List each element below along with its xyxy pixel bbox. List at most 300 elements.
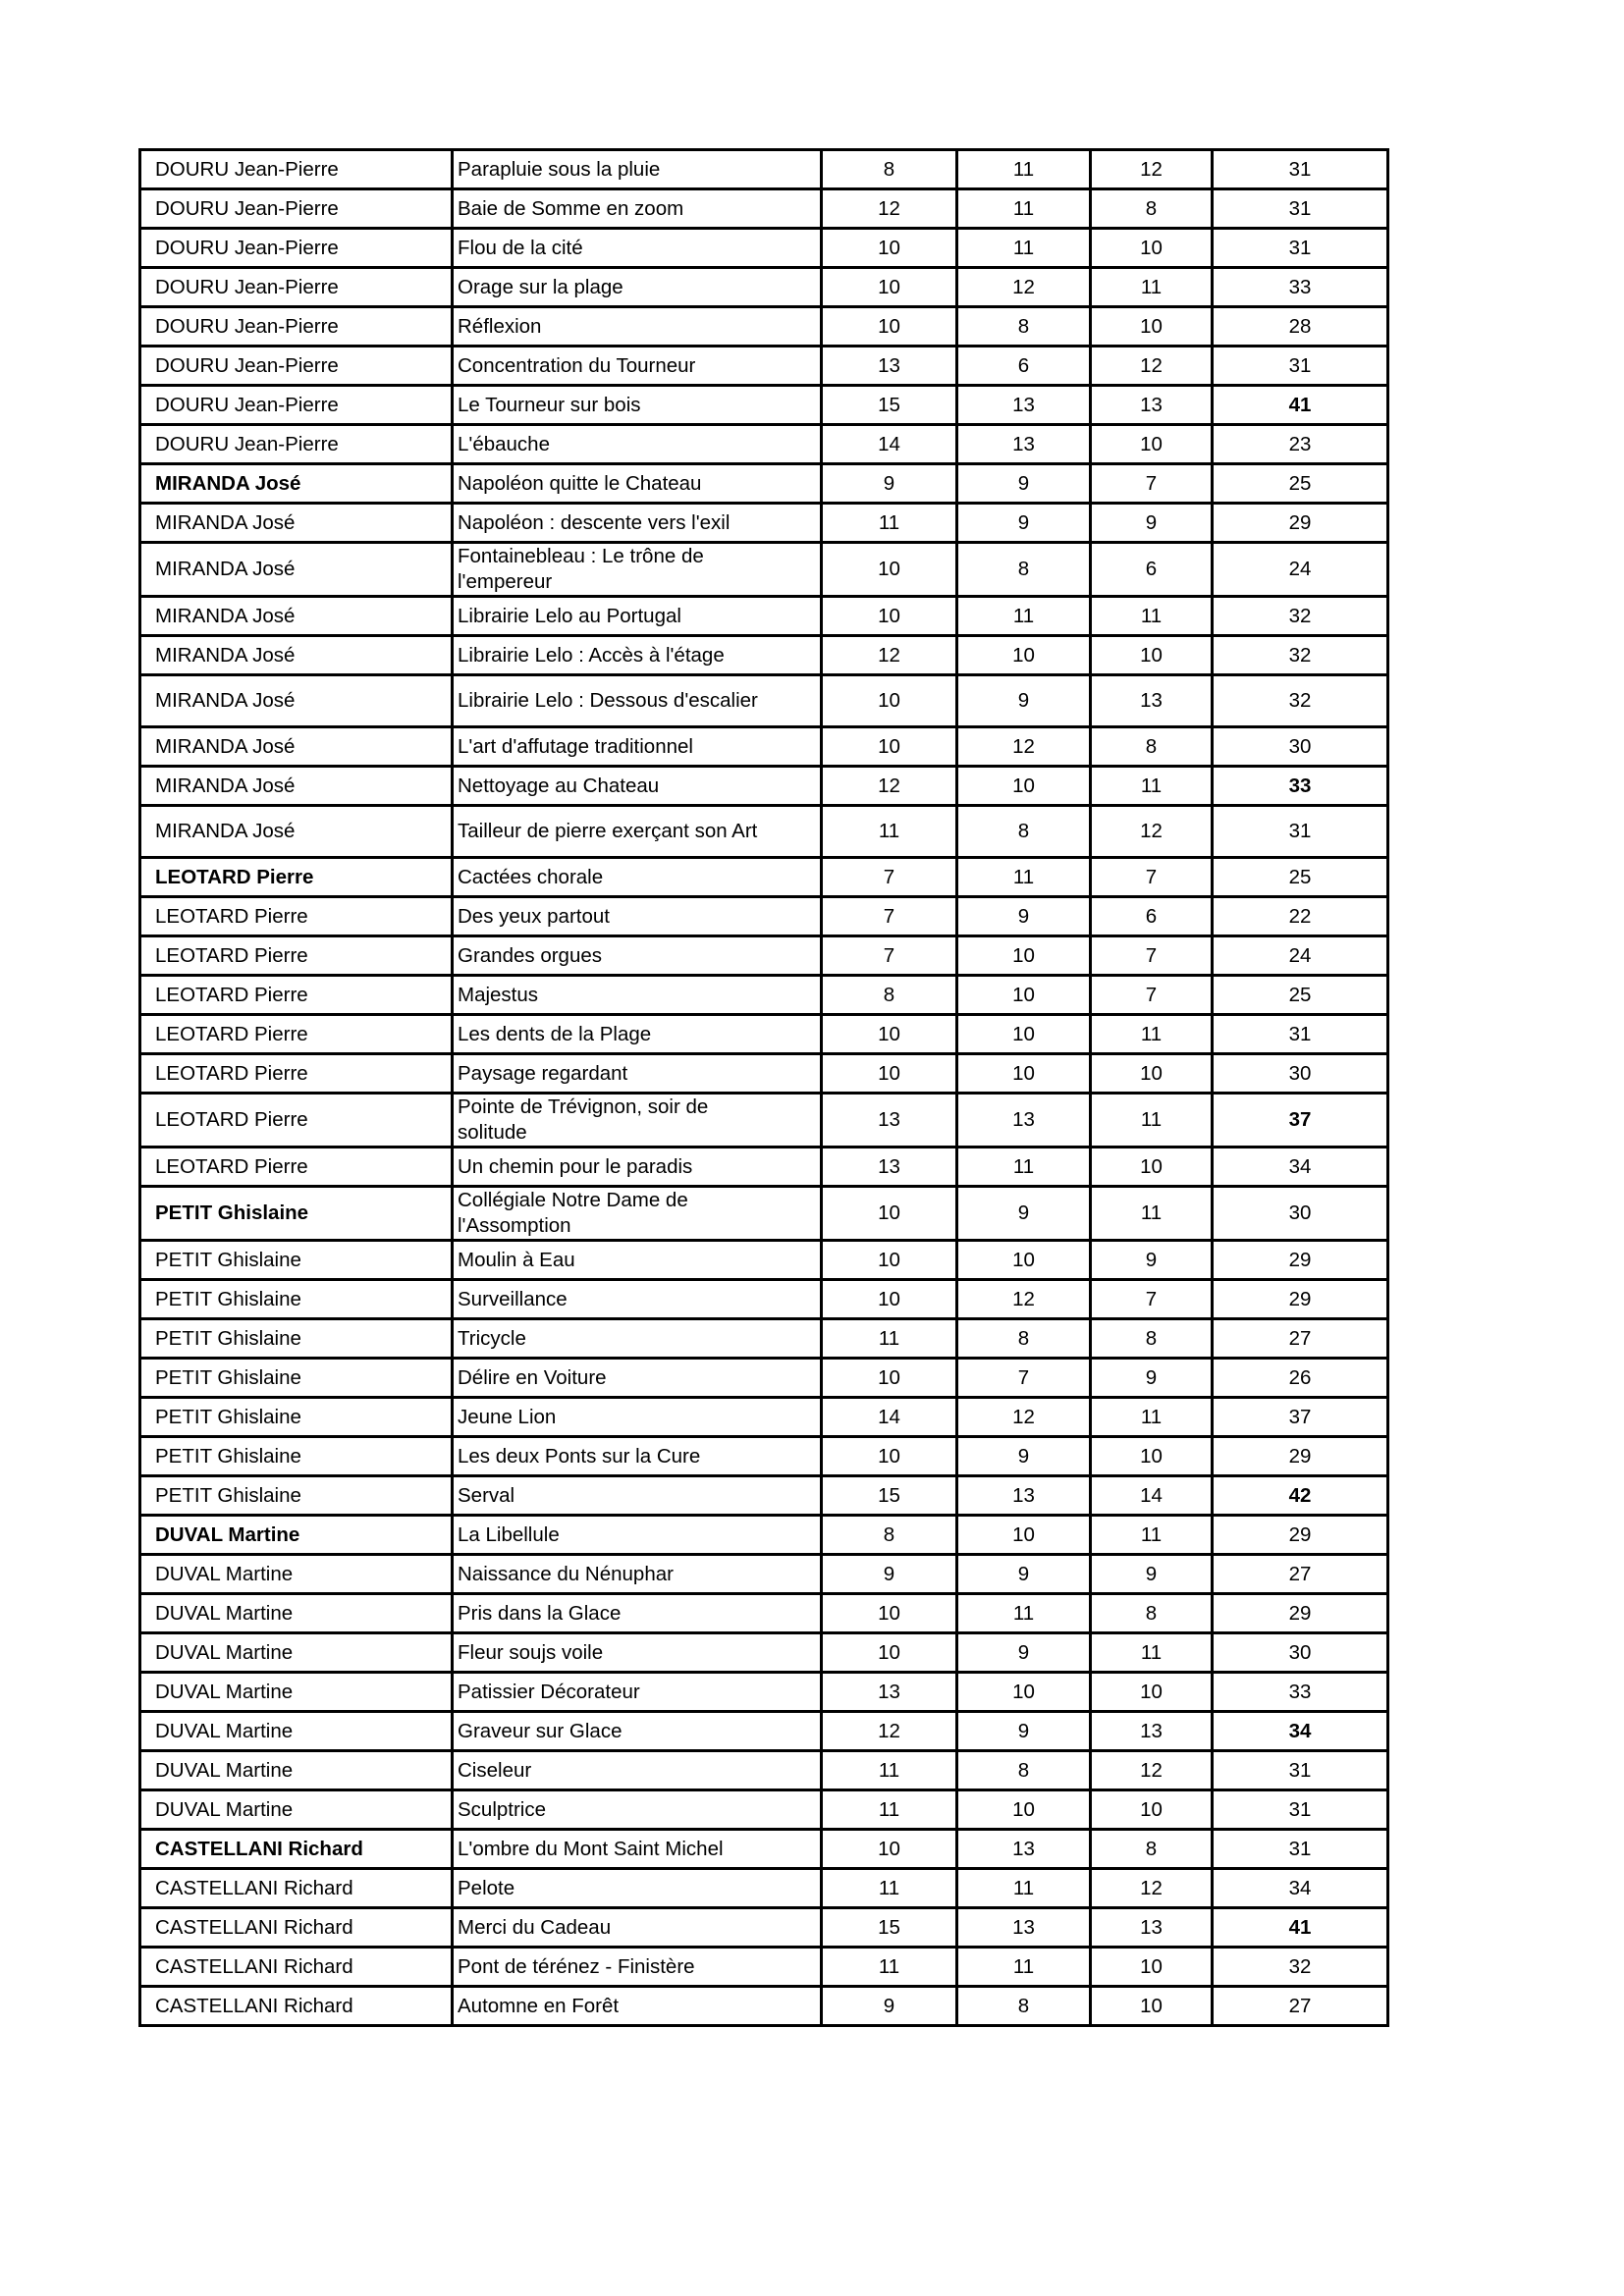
- title-cell: Surveillance: [453, 1280, 822, 1319]
- title-cell: Majestus: [453, 976, 822, 1015]
- score-3-cell: 7: [1091, 976, 1213, 1015]
- score-1-cell: 15: [822, 386, 957, 425]
- score-1-cell: 13: [822, 1094, 957, 1148]
- score-1-cell: 8: [822, 976, 957, 1015]
- table-row: [140, 1987, 1388, 2026]
- score-3-cell: 10: [1091, 1148, 1213, 1187]
- title-cell: Les dents de la Plage: [453, 1015, 822, 1054]
- score-3-cell: 12: [1091, 1751, 1213, 1790]
- author-cell: DOURU Jean-Pierre: [140, 386, 453, 425]
- total-cell: 29: [1213, 1594, 1388, 1633]
- score-1-cell: 8: [822, 150, 957, 189]
- score-1-cell: 12: [822, 1712, 957, 1751]
- score-3-cell: 7: [1091, 936, 1213, 976]
- total-cell: 34: [1213, 1712, 1388, 1751]
- author-cell: DUVAL Martine: [140, 1790, 453, 1830]
- table-row: [140, 229, 1388, 268]
- author-cell: LEOTARD Pierre: [140, 1054, 453, 1094]
- title-cell: Tailleur de pierre exerçant son Art: [453, 806, 822, 858]
- title-cell: Baie de Somme en zoom: [453, 189, 822, 229]
- table-row: [140, 1148, 1388, 1187]
- total-cell: 31: [1213, 806, 1388, 858]
- score-3-cell: 11: [1091, 1187, 1213, 1241]
- score-3-cell: 10: [1091, 229, 1213, 268]
- score-1-cell: 9: [822, 1555, 957, 1594]
- score-1-cell: 11: [822, 1751, 957, 1790]
- title-cell: Merci du Cadeau: [453, 1908, 822, 1948]
- total-cell: 33: [1213, 767, 1388, 806]
- score-1-cell: 11: [822, 806, 957, 858]
- table-row: [140, 1241, 1388, 1280]
- title-cell: Nettoyage au Chateau: [453, 767, 822, 806]
- total-cell: 30: [1213, 1187, 1388, 1241]
- table-row: [140, 1712, 1388, 1751]
- title-cell: Pointe de Trévignon, soir de solitude: [453, 1094, 822, 1148]
- score-3-cell: 11: [1091, 597, 1213, 636]
- total-cell: 28: [1213, 307, 1388, 347]
- score-3-cell: 12: [1091, 1869, 1213, 1908]
- total-cell: 22: [1213, 897, 1388, 936]
- title-cell: Un chemin pour le paradis: [453, 1148, 822, 1187]
- score-2-cell: 10: [957, 936, 1091, 976]
- score-3-cell: 10: [1091, 1437, 1213, 1476]
- score-2-cell: 11: [957, 597, 1091, 636]
- total-cell: 27: [1213, 1319, 1388, 1359]
- score-2-cell: 10: [957, 1054, 1091, 1094]
- score-1-cell: 7: [822, 936, 957, 976]
- score-3-cell: 10: [1091, 425, 1213, 464]
- total-cell: 25: [1213, 464, 1388, 504]
- title-cell: L'art d'affutage traditionnel: [453, 727, 822, 767]
- score-2-cell: 13: [957, 1476, 1091, 1516]
- score-3-cell: 9: [1091, 1241, 1213, 1280]
- total-cell: 33: [1213, 268, 1388, 307]
- author-cell: CASTELLANI Richard: [140, 1830, 453, 1869]
- score-2-cell: 11: [957, 1148, 1091, 1187]
- score-2-cell: 13: [957, 1908, 1091, 1948]
- title-cell: L'ombre du Mont Saint Michel: [453, 1830, 822, 1869]
- score-1-cell: 10: [822, 1359, 957, 1398]
- score-3-cell: 11: [1091, 268, 1213, 307]
- total-cell: 25: [1213, 858, 1388, 897]
- total-cell: 32: [1213, 1948, 1388, 1987]
- score-1-cell: 12: [822, 767, 957, 806]
- total-cell: 29: [1213, 1241, 1388, 1280]
- score-3-cell: 10: [1091, 636, 1213, 675]
- title-cell: Patissier Décorateur: [453, 1673, 822, 1712]
- score-2-cell: 11: [957, 150, 1091, 189]
- table-row: [140, 268, 1388, 307]
- score-2-cell: 10: [957, 1790, 1091, 1830]
- author-cell: MIRANDA José: [140, 597, 453, 636]
- author-cell: MIRANDA José: [140, 727, 453, 767]
- score-1-cell: 10: [822, 675, 957, 727]
- table-row: [140, 1359, 1388, 1398]
- author-cell: DUVAL Martine: [140, 1555, 453, 1594]
- score-3-cell: 13: [1091, 675, 1213, 727]
- score-2-cell: 13: [957, 425, 1091, 464]
- total-cell: 23: [1213, 425, 1388, 464]
- score-3-cell: 9: [1091, 504, 1213, 543]
- score-1-cell: 10: [822, 727, 957, 767]
- score-2-cell: 11: [957, 1948, 1091, 1987]
- score-2-cell: 8: [957, 1319, 1091, 1359]
- author-cell: LEOTARD Pierre: [140, 858, 453, 897]
- table-row: [140, 936, 1388, 976]
- total-cell: 25: [1213, 976, 1388, 1015]
- score-2-cell: 11: [957, 858, 1091, 897]
- score-2-cell: 8: [957, 307, 1091, 347]
- total-cell: 27: [1213, 1987, 1388, 2026]
- title-cell: Librairie Lelo au Portugal: [453, 597, 822, 636]
- score-2-cell: 8: [957, 1987, 1091, 2026]
- title-cell: Moulin à Eau: [453, 1241, 822, 1280]
- score-3-cell: 10: [1091, 1948, 1213, 1987]
- total-cell: 29: [1213, 1437, 1388, 1476]
- author-cell: DOURU Jean-Pierre: [140, 189, 453, 229]
- total-cell: 41: [1213, 1908, 1388, 1948]
- score-2-cell: 9: [957, 1712, 1091, 1751]
- scores-table-body: [140, 150, 1388, 2026]
- title-cell: La Libellule: [453, 1516, 822, 1555]
- total-cell: 29: [1213, 504, 1388, 543]
- author-cell: MIRANDA José: [140, 767, 453, 806]
- table-row: [140, 1476, 1388, 1516]
- score-1-cell: 10: [822, 1054, 957, 1094]
- score-2-cell: 11: [957, 229, 1091, 268]
- total-cell: 41: [1213, 386, 1388, 425]
- author-cell: PETIT Ghislaine: [140, 1280, 453, 1319]
- title-cell: Pris dans la Glace: [453, 1594, 822, 1633]
- total-cell: 31: [1213, 189, 1388, 229]
- total-cell: 37: [1213, 1398, 1388, 1437]
- score-1-cell: 11: [822, 1790, 957, 1830]
- title-cell: Ciseleur: [453, 1751, 822, 1790]
- total-cell: 24: [1213, 543, 1388, 597]
- score-3-cell: 11: [1091, 1633, 1213, 1673]
- score-1-cell: 10: [822, 1830, 957, 1869]
- author-cell: DUVAL Martine: [140, 1594, 453, 1633]
- table-row: [140, 858, 1388, 897]
- total-cell: 31: [1213, 1830, 1388, 1869]
- score-3-cell: 8: [1091, 1594, 1213, 1633]
- table-row: [140, 425, 1388, 464]
- score-2-cell: 9: [957, 464, 1091, 504]
- author-cell: LEOTARD Pierre: [140, 1094, 453, 1148]
- table-row: [140, 597, 1388, 636]
- score-2-cell: 13: [957, 1830, 1091, 1869]
- score-3-cell: 9: [1091, 1359, 1213, 1398]
- author-cell: DOURU Jean-Pierre: [140, 150, 453, 189]
- score-1-cell: 15: [822, 1908, 957, 1948]
- total-cell: 31: [1213, 150, 1388, 189]
- score-1-cell: 9: [822, 464, 957, 504]
- score-2-cell: 7: [957, 1359, 1091, 1398]
- table-row: [140, 1094, 1388, 1148]
- score-1-cell: 10: [822, 307, 957, 347]
- score-3-cell: 11: [1091, 1398, 1213, 1437]
- author-cell: MIRANDA José: [140, 543, 453, 597]
- table-row: [140, 386, 1388, 425]
- score-3-cell: 13: [1091, 386, 1213, 425]
- table-row: [140, 636, 1388, 675]
- score-1-cell: 12: [822, 636, 957, 675]
- score-2-cell: 10: [957, 1673, 1091, 1712]
- score-3-cell: 11: [1091, 1094, 1213, 1148]
- table-row: [140, 1280, 1388, 1319]
- total-cell: 29: [1213, 1280, 1388, 1319]
- score-2-cell: 12: [957, 1398, 1091, 1437]
- author-cell: DUVAL Martine: [140, 1516, 453, 1555]
- table-row: [140, 897, 1388, 936]
- table-row: [140, 1751, 1388, 1790]
- author-cell: PETIT Ghislaine: [140, 1476, 453, 1516]
- table-row: [140, 1516, 1388, 1555]
- title-cell: Serval: [453, 1476, 822, 1516]
- title-cell: Librairie Lelo : Dessous d'escalier: [453, 675, 822, 727]
- score-2-cell: 11: [957, 1594, 1091, 1633]
- score-2-cell: 12: [957, 727, 1091, 767]
- table-row: [140, 1673, 1388, 1712]
- score-1-cell: 14: [822, 1398, 957, 1437]
- title-cell: Grandes orgues: [453, 936, 822, 976]
- table-row: [140, 727, 1388, 767]
- author-cell: LEOTARD Pierre: [140, 976, 453, 1015]
- total-cell: 30: [1213, 1054, 1388, 1094]
- title-cell: Pont de térénez - Finistère: [453, 1948, 822, 1987]
- score-3-cell: 10: [1091, 1790, 1213, 1830]
- score-2-cell: 11: [957, 189, 1091, 229]
- total-cell: 24: [1213, 936, 1388, 976]
- table-row: [140, 1908, 1388, 1948]
- score-3-cell: 8: [1091, 1830, 1213, 1869]
- score-2-cell: 10: [957, 1015, 1091, 1054]
- table-row: [140, 189, 1388, 229]
- score-3-cell: 13: [1091, 1712, 1213, 1751]
- title-cell: Parapluie sous la pluie: [453, 150, 822, 189]
- score-3-cell: 12: [1091, 806, 1213, 858]
- table-row: [140, 1054, 1388, 1094]
- score-3-cell: 6: [1091, 543, 1213, 597]
- score-2-cell: 9: [957, 675, 1091, 727]
- author-cell: DOURU Jean-Pierre: [140, 307, 453, 347]
- score-2-cell: 9: [957, 1555, 1091, 1594]
- total-cell: 30: [1213, 1633, 1388, 1673]
- table-row: [140, 1830, 1388, 1869]
- total-cell: 27: [1213, 1555, 1388, 1594]
- score-3-cell: 12: [1091, 347, 1213, 386]
- author-cell: LEOTARD Pierre: [140, 1148, 453, 1187]
- score-2-cell: 11: [957, 1869, 1091, 1908]
- author-cell: PETIT Ghislaine: [140, 1359, 453, 1398]
- author-cell: DUVAL Martine: [140, 1712, 453, 1751]
- author-cell: PETIT Ghislaine: [140, 1437, 453, 1476]
- title-cell: Automne en Forêt: [453, 1987, 822, 2026]
- score-3-cell: 7: [1091, 858, 1213, 897]
- title-cell: Concentration du Tourneur: [453, 347, 822, 386]
- title-cell: Cactées chorale: [453, 858, 822, 897]
- score-1-cell: 10: [822, 597, 957, 636]
- score-2-cell: 10: [957, 976, 1091, 1015]
- table-row: [140, 150, 1388, 189]
- table-row: [140, 464, 1388, 504]
- total-cell: 32: [1213, 597, 1388, 636]
- author-cell: CASTELLANI Richard: [140, 1869, 453, 1908]
- total-cell: 31: [1213, 229, 1388, 268]
- table-row: [140, 767, 1388, 806]
- score-1-cell: 13: [822, 1148, 957, 1187]
- score-3-cell: 7: [1091, 1280, 1213, 1319]
- author-cell: MIRANDA José: [140, 806, 453, 858]
- score-3-cell: 10: [1091, 1673, 1213, 1712]
- author-cell: CASTELLANI Richard: [140, 1908, 453, 1948]
- author-cell: LEOTARD Pierre: [140, 936, 453, 976]
- title-cell: Sculptrice: [453, 1790, 822, 1830]
- author-cell: PETIT Ghislaine: [140, 1187, 453, 1241]
- score-1-cell: 15: [822, 1476, 957, 1516]
- table-row: [140, 504, 1388, 543]
- score-1-cell: 13: [822, 1673, 957, 1712]
- title-cell: Orage sur la plage: [453, 268, 822, 307]
- total-cell: 26: [1213, 1359, 1388, 1398]
- score-3-cell: 10: [1091, 1987, 1213, 2026]
- author-cell: PETIT Ghislaine: [140, 1319, 453, 1359]
- title-cell: Fontainebleau : Le trône de l'empereur: [453, 543, 822, 597]
- total-cell: 42: [1213, 1476, 1388, 1516]
- score-3-cell: 10: [1091, 1054, 1213, 1094]
- score-1-cell: 13: [822, 347, 957, 386]
- author-cell: DOURU Jean-Pierre: [140, 229, 453, 268]
- score-2-cell: 8: [957, 543, 1091, 597]
- table-row: [140, 976, 1388, 1015]
- author-cell: DUVAL Martine: [140, 1751, 453, 1790]
- title-cell: Naissance du Nénuphar: [453, 1555, 822, 1594]
- title-cell: Fleur soujs voile: [453, 1633, 822, 1673]
- table-row: [140, 1319, 1388, 1359]
- title-cell: Des yeux partout: [453, 897, 822, 936]
- title-cell: Jeune Lion: [453, 1398, 822, 1437]
- title-cell: Graveur sur Glace: [453, 1712, 822, 1751]
- total-cell: 31: [1213, 347, 1388, 386]
- score-1-cell: 7: [822, 858, 957, 897]
- total-cell: 30: [1213, 727, 1388, 767]
- score-3-cell: 8: [1091, 727, 1213, 767]
- score-2-cell: 10: [957, 636, 1091, 675]
- score-2-cell: 13: [957, 386, 1091, 425]
- score-1-cell: 12: [822, 189, 957, 229]
- score-1-cell: 10: [822, 1241, 957, 1280]
- score-1-cell: 7: [822, 897, 957, 936]
- score-2-cell: 12: [957, 268, 1091, 307]
- title-cell: Napoléon : descente vers l'exil: [453, 504, 822, 543]
- table-row: [140, 1437, 1388, 1476]
- title-cell: Le Tourneur sur bois: [453, 386, 822, 425]
- total-cell: 31: [1213, 1790, 1388, 1830]
- title-cell: Flou de la cité: [453, 229, 822, 268]
- score-3-cell: 10: [1091, 307, 1213, 347]
- title-cell: Napoléon quitte le Chateau: [453, 464, 822, 504]
- author-cell: DUVAL Martine: [140, 1673, 453, 1712]
- table-row: [140, 1398, 1388, 1437]
- score-1-cell: 10: [822, 1015, 957, 1054]
- score-1-cell: 14: [822, 425, 957, 464]
- total-cell: 32: [1213, 636, 1388, 675]
- table-row: [140, 543, 1388, 597]
- scores-table: [138, 148, 1389, 2027]
- score-2-cell: 10: [957, 1516, 1091, 1555]
- table-row: [140, 347, 1388, 386]
- total-cell: 34: [1213, 1148, 1388, 1187]
- title-cell: Pelote: [453, 1869, 822, 1908]
- score-2-cell: 12: [957, 1280, 1091, 1319]
- score-2-cell: 9: [957, 1633, 1091, 1673]
- score-2-cell: 10: [957, 1241, 1091, 1280]
- total-cell: 33: [1213, 1673, 1388, 1712]
- author-cell: DOURU Jean-Pierre: [140, 268, 453, 307]
- total-cell: 31: [1213, 1751, 1388, 1790]
- table-row: [140, 1594, 1388, 1633]
- total-cell: 29: [1213, 1516, 1388, 1555]
- score-3-cell: 9: [1091, 1555, 1213, 1594]
- score-1-cell: 10: [822, 268, 957, 307]
- table-row: [140, 1555, 1388, 1594]
- author-cell: DOURU Jean-Pierre: [140, 425, 453, 464]
- table-row: [140, 1948, 1388, 1987]
- score-1-cell: 10: [822, 543, 957, 597]
- title-cell: Librairie Lelo : Accès à l'étage: [453, 636, 822, 675]
- title-cell: Tricycle: [453, 1319, 822, 1359]
- score-1-cell: 11: [822, 1948, 957, 1987]
- score-1-cell: 10: [822, 1437, 957, 1476]
- table-row: [140, 1790, 1388, 1830]
- table-row: [140, 307, 1388, 347]
- author-cell: DUVAL Martine: [140, 1633, 453, 1673]
- author-cell: MIRANDA José: [140, 464, 453, 504]
- author-cell: LEOTARD Pierre: [140, 1015, 453, 1054]
- author-cell: PETIT Ghislaine: [140, 1398, 453, 1437]
- score-1-cell: 11: [822, 504, 957, 543]
- score-2-cell: 13: [957, 1094, 1091, 1148]
- score-2-cell: 9: [957, 1187, 1091, 1241]
- score-2-cell: 8: [957, 806, 1091, 858]
- score-3-cell: 11: [1091, 1015, 1213, 1054]
- score-2-cell: 9: [957, 504, 1091, 543]
- title-cell: Réflexion: [453, 307, 822, 347]
- table-row: [140, 1633, 1388, 1673]
- total-cell: 31: [1213, 1015, 1388, 1054]
- author-cell: MIRANDA José: [140, 636, 453, 675]
- title-cell: Paysage regardant: [453, 1054, 822, 1094]
- author-cell: MIRANDA José: [140, 675, 453, 727]
- author-cell: CASTELLANI Richard: [140, 1948, 453, 1987]
- score-1-cell: 8: [822, 1516, 957, 1555]
- score-3-cell: 8: [1091, 1319, 1213, 1359]
- score-2-cell: 6: [957, 347, 1091, 386]
- author-cell: LEOTARD Pierre: [140, 897, 453, 936]
- score-1-cell: 10: [822, 1594, 957, 1633]
- score-3-cell: 8: [1091, 189, 1213, 229]
- score-2-cell: 10: [957, 767, 1091, 806]
- score-1-cell: 10: [822, 229, 957, 268]
- score-1-cell: 11: [822, 1319, 957, 1359]
- author-cell: CASTELLANI Richard: [140, 1987, 453, 2026]
- title-cell: Délire en Voiture: [453, 1359, 822, 1398]
- score-1-cell: 10: [822, 1633, 957, 1673]
- total-cell: 37: [1213, 1094, 1388, 1148]
- score-1-cell: 9: [822, 1987, 957, 2026]
- author-cell: DOURU Jean-Pierre: [140, 347, 453, 386]
- title-cell: Collégiale Notre Dame de l'Assomption: [453, 1187, 822, 1241]
